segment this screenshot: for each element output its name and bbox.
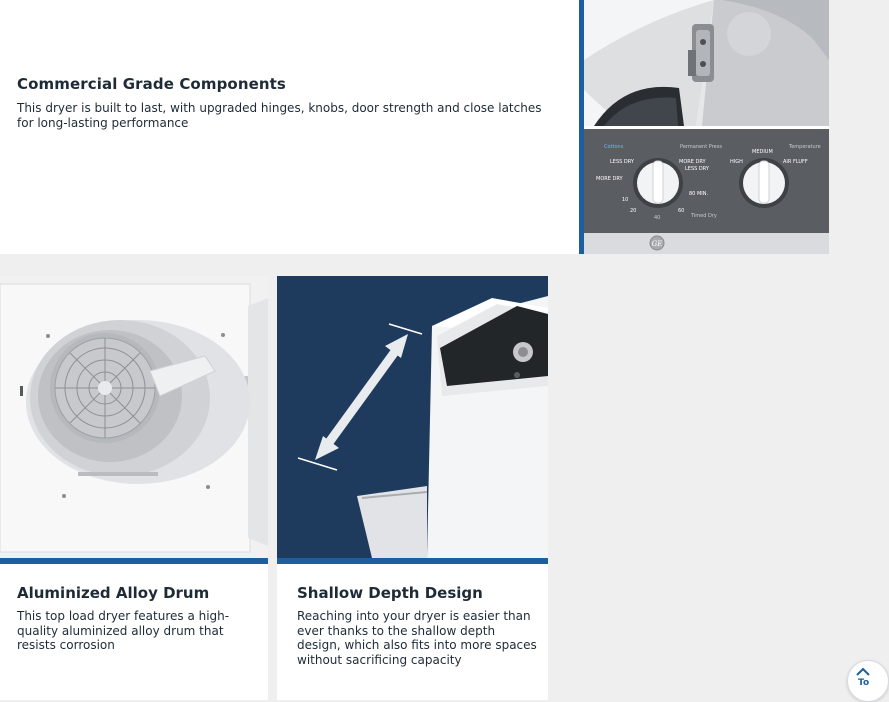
- air-fluff-label: AIR FLUFF: [783, 159, 808, 165]
- ge-logo: GE: [651, 240, 663, 248]
- commercial-grade-image: [579, 0, 829, 254]
- forty-label: 40: [654, 215, 661, 221]
- card-accent-bar: [0, 558, 268, 564]
- temperature-knob: [739, 158, 789, 208]
- sixty-label: 60: [678, 208, 685, 214]
- shallow-depth-card: [277, 276, 548, 700]
- permanent-press-label: Permanent Press: [680, 144, 722, 150]
- ten-label: 10: [622, 197, 629, 203]
- shallow-depth-description: Reaching into your dryer is easier than ever thanks to the shallow depth design, which also fits into more spaces without sacrificing capacity: [297, 609, 537, 668]
- high-label: HIGH: [730, 159, 743, 165]
- aluminized-drum-description: This top load dryer features a high-quality aluminized alloy drum that resists corrosion: [17, 609, 230, 653]
- cottons-label: Cottons: [604, 144, 624, 150]
- back-to-top-label: To: [858, 678, 870, 688]
- medium-label: MEDIUM: [752, 149, 773, 155]
- twenty-label: 20: [630, 208, 637, 214]
- commercial-grade-title: Commercial Grade Components: [17, 75, 286, 93]
- aluminized-drum-card: [0, 276, 268, 700]
- aluminized-drum-title: Aluminized Alloy Drum: [17, 584, 210, 602]
- more-dry-right-label: MORE DRY: [679, 159, 706, 165]
- shallow-depth-image: [277, 276, 548, 558]
- more-dry-left-label: MORE DRY: [596, 176, 623, 182]
- cycle-knob: [633, 158, 683, 208]
- chevron-up-icon: [855, 667, 871, 677]
- less-dry-right-label: LESS DRY: [685, 166, 709, 172]
- timed-dry-label: Timed Dry: [691, 213, 717, 219]
- commercial-grade-feature: [0, 0, 579, 254]
- back-to-top-button[interactable]: [847, 660, 889, 702]
- temperature-label: Temperature: [789, 144, 821, 150]
- eighty-min-label: 80 MIN.: [689, 191, 709, 197]
- dryer-hinge-and-control-panel-image: [584, 0, 829, 254]
- commercial-grade-description: This dryer is built to last, with upgraded hinges, knobs, door strength and close latches for long-lasting performance: [17, 101, 542, 130]
- dryer-drum-image: [0, 276, 268, 558]
- less-dry-label: LESS DRY: [610, 159, 634, 165]
- card-accent-bar: [277, 558, 548, 564]
- shallow-depth-title: Shallow Depth Design: [297, 584, 483, 602]
